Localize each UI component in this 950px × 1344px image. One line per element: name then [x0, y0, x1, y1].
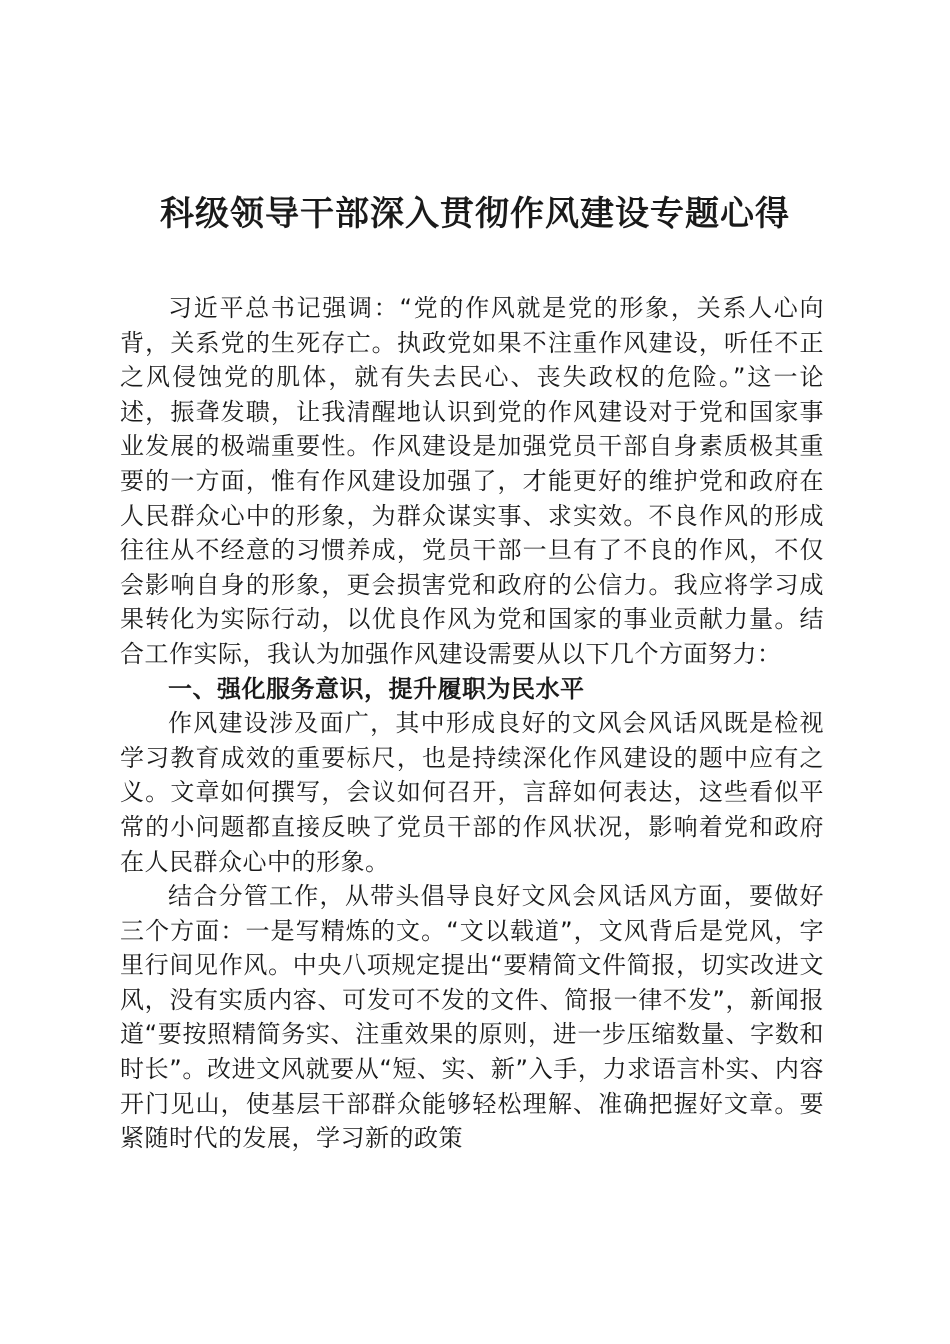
paragraph-section-1-b: 结合分管工作，从带头倡导良好文风会风话风方面，要做好三个方面：一是写精炼的文。“文以载道”，文风背后是党风，字里行间见作风。中央八项规定提出“要精简文件简报，切实改进文风，没有实质内容、可发可不发的文件、简报一律不发”，新闻报道“要按照精简务实、注重效果的原则，进一步压缩数量、字数和时长”。改进文风就要从“短、实、新”入手，力求语言朴实、内容开门见山，使基层干部群众能够轻松理解、准确把握好文章。要紧随时代的发展，学习新的政策	[120, 882, 824, 1153]
paragraph-intro: 习近平总书记强调：“党的作风就是党的形象，关系人心向背，关系党的生死存亡。执政党如果不注重作风建设，听任不正之风侵蚀党的肌体，就有失去民心、丧失政权的危险。”这一论述，振聋发聩，让我清醒地认识到党的作风建设对于党和国家事业发展的极端重要性。作风建设是加强党员干部自身素质极其重要的一方面，惟有作风建设加强了，才能更好的维护党和政府在人民群众心中的形象，为群众谋实事、求实效。不良作风的形成往往从不经意的习惯养成，党员干部一旦有了不良的作风，不仅会影响自身的形象，更会损害党和政府的公信力。我应将学习成果转化为实际行动，以优良作风为党和国家的事业贡献力量。结合工作实际，我认为加强作风建设需要从以下几个方面努力：	[120, 294, 824, 668]
paragraph-section-1-a: 作风建设涉及面广，其中形成良好的文风会风话风既是检视学习教育成效的重要标尺，也是持续深化作风建设的题中应有之义。文章如何撰写，会议如何召开，言辞如何表达，这些看似平常的小问题都直接反映了党员干部的作风状况，影响着党和政府在人民群众心中的形象。	[120, 709, 824, 876]
document-body	[120, 291, 824, 1156]
document-title: 科级领导干部深入贯彻作风建设专题心得	[160, 194, 790, 234]
section-heading-1: 一、强化服务意识，提升履职为民水平	[168, 674, 585, 703]
